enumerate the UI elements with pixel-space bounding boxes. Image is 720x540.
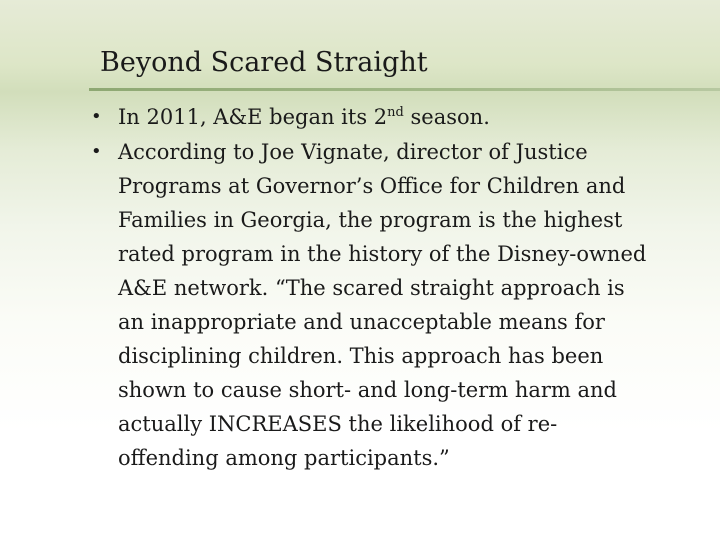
bullet-text: According to Joe Vignate, director of Justice Programs at Governor’s Office for Children and Families in Georgia, the program is the highest rated program in the history of the Disney-owned A&E network. “The scared straight approach is an inappropriate and unacceptable means for disciplining children. This approach has been shown to cause short- and long-term harm and actually INCREASES the likelihood of re-offending among participants.” [118, 140, 647, 470]
bullet-item-season [90, 100, 650, 134]
bullet-text [118, 105, 490, 129]
bullet-dot-icon: • [91, 141, 102, 162]
slide-title: Beyond Scared Straight [100, 47, 428, 78]
bullet-text-before: In 2011, A&E began its 2 [118, 105, 388, 129]
title-divider [89, 88, 720, 91]
bullet-dot-icon: • [91, 106, 102, 127]
bullet-list [90, 100, 650, 476]
bullet-text-after: season. [403, 105, 490, 129]
bullet-item-quote [90, 135, 650, 475]
ordinal-superscript: nd [387, 105, 404, 120]
